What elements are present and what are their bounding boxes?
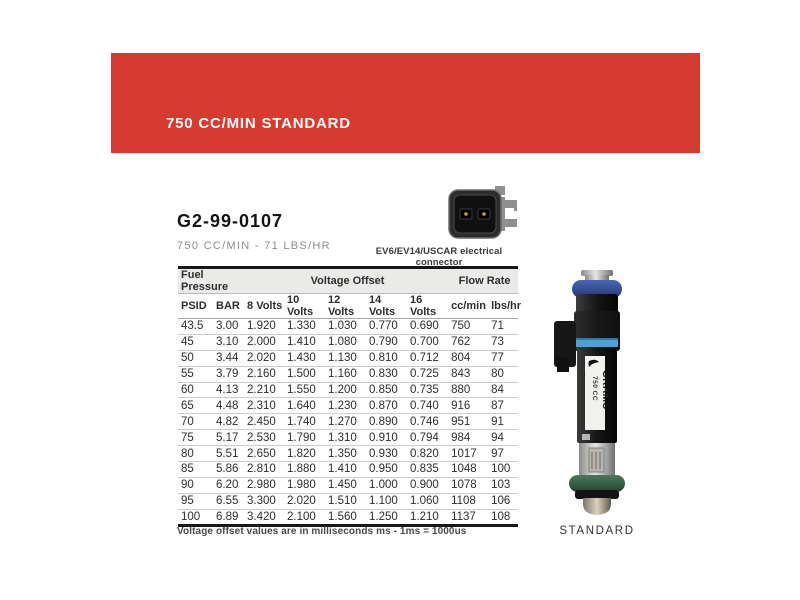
table-cell: 0.712 xyxy=(407,350,448,366)
table-row xyxy=(178,319,518,335)
part-subtitle: 750 CC/MIN - 71 LBS/HR xyxy=(177,240,331,252)
table-cell: 1.030 xyxy=(325,319,366,335)
table-cell: 71 xyxy=(488,319,518,335)
table-cell: 6.55 xyxy=(213,493,244,509)
table-cell: 77 xyxy=(488,350,518,366)
table-cell: 1.210 xyxy=(410,510,439,523)
column-header: 8 Volts xyxy=(244,294,284,319)
table-cell: 2.450 xyxy=(244,414,284,430)
table-cell: 1.410 xyxy=(284,334,325,350)
table-cell: 103 xyxy=(488,477,518,493)
table-cell: 2.210 xyxy=(244,382,284,398)
table-cell: 85 xyxy=(178,462,213,478)
table-cell: 3.10 xyxy=(213,334,244,350)
table-cell: 0.830 xyxy=(366,366,407,382)
table-cell: 1.510 xyxy=(325,493,366,509)
table-cell: 1.500 xyxy=(284,366,325,382)
group-header-flow-rate: Flow Rate xyxy=(448,268,518,294)
table-cell: 2.530 xyxy=(244,430,284,446)
table-cell: 0.700 xyxy=(407,334,448,350)
table-cell: 762 xyxy=(448,334,488,350)
table-cell: 73 xyxy=(488,334,518,350)
injector-spec-text: 750 CC xyxy=(591,376,598,402)
table-cell: 1108 xyxy=(448,493,488,509)
table-cell: 80 xyxy=(488,366,518,382)
column-header: 14 Volts xyxy=(366,294,407,319)
table-cell: 0.794 xyxy=(407,430,448,446)
table-cell: 1.880 xyxy=(284,462,325,478)
ev6-connector-icon xyxy=(448,185,520,243)
table-cell: 0.950 xyxy=(366,462,407,478)
table-cell: 87 xyxy=(488,398,518,414)
table-cell: 1137 xyxy=(451,510,476,523)
table-cell: 0.930 xyxy=(366,446,407,462)
table-cell: 880 xyxy=(448,382,488,398)
table-cell: 60 xyxy=(178,382,213,398)
table-cell: 0.790 xyxy=(366,334,407,350)
table-cell: 804 xyxy=(448,350,488,366)
table-cell: 0.735 xyxy=(407,382,448,398)
table-cell: 84 xyxy=(488,382,518,398)
table-cell: 1.560 xyxy=(328,510,357,523)
table-cell: 0.890 xyxy=(366,414,407,430)
table-row xyxy=(178,366,518,382)
table-cell: 100 xyxy=(181,510,201,523)
column-header: 12 Volts xyxy=(325,294,366,319)
table-cell: 1.740 xyxy=(284,414,325,430)
table-cell: 1.790 xyxy=(284,430,325,446)
table-cell: 43.5 xyxy=(178,319,213,335)
table-cell: 75 xyxy=(178,430,213,446)
table-cell: 91 xyxy=(488,414,518,430)
table-cell: 5.51 xyxy=(213,446,244,462)
part-number: G2-99-0107 xyxy=(177,211,284,231)
table-cell: 2.000 xyxy=(244,334,284,350)
table-cell: 1017 xyxy=(448,446,488,462)
table-cell: 50 xyxy=(178,350,213,366)
table-cell: 4.82 xyxy=(213,414,244,430)
table-cell: 80 xyxy=(178,446,213,462)
table-row xyxy=(178,382,518,398)
column-header: cc/min xyxy=(448,294,488,319)
table-cell: 0.810 xyxy=(366,350,407,366)
table-row xyxy=(178,398,518,414)
table-cell: 97 xyxy=(488,446,518,462)
table-cell: 2.310 xyxy=(244,398,284,414)
table-cell: 0.900 xyxy=(407,477,448,493)
table-cell: 0.850 xyxy=(366,382,407,398)
table-cell: 65 xyxy=(178,398,213,414)
group-header-row xyxy=(178,268,518,294)
column-header: PSID xyxy=(178,294,213,319)
table-cell: 108 xyxy=(491,510,511,523)
table-cell: 1.330 xyxy=(284,319,325,335)
table-cell: 1.250 xyxy=(369,510,398,523)
table-row xyxy=(178,446,518,462)
table-cell: 1.550 xyxy=(284,382,325,398)
table-cell: 5.86 xyxy=(213,462,244,478)
table-cell: 0.910 xyxy=(366,430,407,446)
table-cell: 1.450 xyxy=(325,477,366,493)
column-header: lbs/hr xyxy=(488,294,518,319)
table-cell: 1048 xyxy=(448,462,488,478)
table-cell: 843 xyxy=(448,366,488,382)
table-cell: 1.000 xyxy=(366,477,407,493)
table-cell: 3.420 xyxy=(247,510,276,523)
table-cell: 1.100 xyxy=(366,493,407,509)
table-cell: 100 xyxy=(488,462,518,478)
table-cell: 1078 xyxy=(448,477,488,493)
table-cell: 0.820 xyxy=(407,446,448,462)
table-cell: 1.160 xyxy=(325,366,366,382)
table-cell: 4.13 xyxy=(213,382,244,398)
table-cell: 1.130 xyxy=(325,350,366,366)
table-cell: 0.725 xyxy=(407,366,448,382)
table-cell: 0.746 xyxy=(407,414,448,430)
table-row xyxy=(178,477,518,493)
table-cell: 1.200 xyxy=(325,382,366,398)
group-header-voltage-offset: Voltage Offset xyxy=(244,268,448,294)
table-cell: 3.00 xyxy=(213,319,244,335)
table-cell: 55 xyxy=(178,366,213,382)
column-header: 16 Volts xyxy=(407,294,448,319)
table-cell: 2.020 xyxy=(284,493,325,509)
table-cell: 0.690 xyxy=(407,319,448,335)
injector-nozzle-tip xyxy=(583,498,611,515)
table-cell: 2.650 xyxy=(244,446,284,462)
table-cell: 94 xyxy=(488,430,518,446)
table-cell: 2.810 xyxy=(244,462,284,478)
table-cell: 2.160 xyxy=(244,366,284,382)
voltage-offset-footnote: Voltage offset values are in milliseconds ms - 1ms = 1000us xyxy=(177,526,467,537)
flow-table-body xyxy=(178,319,518,526)
table-cell: 1.640 xyxy=(284,398,325,414)
table-row xyxy=(178,350,518,366)
column-header-row xyxy=(178,294,518,319)
table-cell: 1.310 xyxy=(325,430,366,446)
table-cell: 2.020 xyxy=(244,350,284,366)
table-cell: 1.410 xyxy=(325,462,366,478)
table-cell: 1.980 xyxy=(284,477,325,493)
product-banner xyxy=(111,53,700,153)
table-cell: 3.44 xyxy=(213,350,244,366)
table-row xyxy=(178,462,518,478)
table-cell: 0.770 xyxy=(366,319,407,335)
table-cell: 90 xyxy=(178,477,213,493)
table-cell: 70 xyxy=(178,414,213,430)
table-cell: 1.350 xyxy=(325,446,366,462)
table-cell: 3.300 xyxy=(244,493,284,509)
table-cell: 5.17 xyxy=(213,430,244,446)
table-cell: 1.270 xyxy=(325,414,366,430)
table-cell: 0.870 xyxy=(366,398,407,414)
table-row xyxy=(178,414,518,430)
table-row xyxy=(178,430,518,446)
table-cell: 916 xyxy=(448,398,488,414)
table-cell: 1.920 xyxy=(244,319,284,335)
table-cell: 0.740 xyxy=(407,398,448,414)
table-cell: 1.080 xyxy=(325,334,366,350)
injector-green-oring xyxy=(569,475,625,492)
table-cell: 6.20 xyxy=(213,477,244,493)
connector-caption: EV6/EV14/USCAR electrical connector xyxy=(375,246,503,268)
table-cell: 6.89 xyxy=(216,510,239,523)
table-cell: 106 xyxy=(488,493,518,509)
table-cell: 3.79 xyxy=(213,366,244,382)
table-cell: 1.230 xyxy=(325,398,366,414)
table-cell: 1.820 xyxy=(284,446,325,462)
column-header: BAR xyxy=(213,294,244,319)
column-header: 10 Volts xyxy=(284,294,325,319)
injector-brand-text: GRAMS xyxy=(600,370,611,410)
table-row xyxy=(178,493,518,509)
flow-rate-table xyxy=(178,266,522,527)
table-row xyxy=(178,509,518,525)
table-cell: 0.835 xyxy=(407,462,448,478)
table-cell: 95 xyxy=(178,493,213,509)
table-cell: 1.060 xyxy=(407,493,448,509)
group-header-fuel-pressure: Fuel Pressure xyxy=(178,268,244,294)
table-cell: 750 xyxy=(448,319,488,335)
table-cell: 4.48 xyxy=(213,398,244,414)
banner-title: 750 CC/MIN STANDARD xyxy=(166,115,351,132)
table-row xyxy=(178,334,518,350)
table-cell: 45 xyxy=(178,334,213,350)
table-cell: 951 xyxy=(448,414,488,430)
variant-label: STANDARD xyxy=(559,525,635,537)
injector-product-image xyxy=(551,264,643,518)
table-cell: 984 xyxy=(448,430,488,446)
table-cell: 2.980 xyxy=(244,477,284,493)
table-cell: 2.100 xyxy=(287,510,316,523)
table-cell: 1.430 xyxy=(284,350,325,366)
